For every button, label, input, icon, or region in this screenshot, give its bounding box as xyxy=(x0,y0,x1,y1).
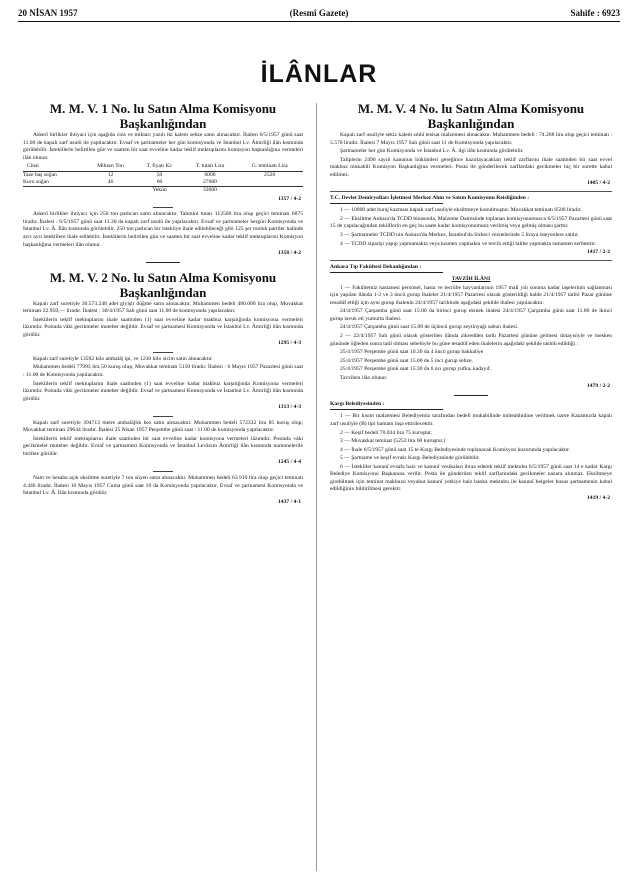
table-row xyxy=(23,171,303,179)
paragraph: 1 — Fakültemiz hastanesi personel, hasta ve tecrübe hayvanlarının 1957 malî yılı sonuna kadar iaşelerinin sağlanması için yapılan ilânda 1-2 ve 3 üncü gurup ihaleler 21/4/1957 Pazartesi olarak gösterildiği halde 21/4/1957 tarihi Pazar gününe tesadüf ettiği için aynı gurup ihalenin 24/4/1957 tarihinde aşağıdaki şekilde ihalesi yapılacaktır. xyxy=(330,284,612,306)
table-cell: Taze baş soğan xyxy=(23,171,86,179)
institution-heading: Kargı Belediyesinden : xyxy=(330,400,385,407)
paragraph: 2 — Eksiltme Ankara'da TCDD binasında, Malzeme Dairesinde toplanan komisyonumuzca 6/5/1957 Pazartesi günü saat 15 de yapılacağından tekliflerin en geç bu saate kadar komisyonumuza verilmiş veya gelmiş olması şarttır. xyxy=(330,215,612,230)
separator xyxy=(330,393,612,399)
total-value: 33600 xyxy=(184,187,237,195)
table-cell: 2520 xyxy=(236,171,303,179)
paragraph: 4 — TCDD siparişi yapıp yapmamakta veya kısmen yapmakta ve tercih ettiği talibe yapmakta tamamen serbesttir. xyxy=(340,240,596,247)
paragraph: Kapalı zarf suretiyle 30.573.248 adet giyişir düğme satın alınacaktır. Muhammen bedeli 480.000 lira olup, Muvakkat teminatı 22.950,— liradır. İhalesi : 30/4/1957 Salı günü saat 11.00 de komisyonda yapılacaktır. xyxy=(23,300,303,315)
paragraph: Askerî birlikler ihtiyacı için aşağıda cins ve miktarı yazılı iki kalem sebze satın alınacaktır. İhalesi 6/5/1957 günü saat 11.00 de kapalı zarf usulü ile yapılacaktır. Evsaf ve şartnameler her gün komisyonda ve İstanbul Lv. Âmirliği ilân kısmında görülebilir. İsteklilerin belirtilen gün ve saatten bir saat evveline kadar teklif mektuplarını komisyon başkanlığına vermeleri ilân olunur. xyxy=(23,132,303,161)
section-heading-mmv1: M. M. V. 1 No. lu Satın Alma Komisyonu Başkanlığından xyxy=(49,101,277,131)
underline xyxy=(330,272,443,273)
reference-number: 1405 / 4-2 xyxy=(587,180,610,187)
paragraph: 4 — İhale 6/5/1957 günü saat 15 te Kargı Belediyesinde toplanacak Komisyon huzurunda yapılacaktır. xyxy=(340,446,571,453)
underline xyxy=(330,409,443,410)
left-column xyxy=(23,101,303,508)
reference-number: 1437 / 4-1 xyxy=(278,498,301,505)
paragraph: 1 — 10000 adet buraj kazması kapalı zarf usuliyle eksiltmeye konulmuştur. Muvakkat teminatı 6500 liradır. xyxy=(340,207,582,214)
table-cell xyxy=(236,179,303,187)
paragraph: Şartnameler her gün Komisyonda ve İstanbul Lv. Â. ilgi ilân kısmında görülebilir. xyxy=(340,148,524,155)
section-heading-mmv2: M. M. V. 2 No. lu Satın Alma Komisyonu Başkanlığından xyxy=(49,269,277,300)
paragraph: İsteklilerin teklif mektuplarını ihale saatinden (1) saat evveline kadar makbuz karşılığında komisyona vermeleri lâzımdır. Postada vâki gecikmeler muteber değildir. Evsaf ve şartnamesi Komisyonda ve İstanbul Lv. Âmirliği ilân kısmında görülür. xyxy=(23,316,303,338)
paragraph: 5 — Şartname ve keşif evrakı Kargı Belediyesinde görülebilir. xyxy=(340,455,480,462)
separator xyxy=(23,414,303,419)
table-header: T. fiyatı Kr. xyxy=(146,163,173,170)
reference-number: 1419 / 4-2 xyxy=(587,494,610,501)
table-row xyxy=(23,179,303,187)
section-heading-mmv4: M. M. V. 4 No. lu Satın Alma Komisyonu Başkanlığından xyxy=(357,101,585,131)
reference-number: 1313 / 4-3 xyxy=(278,404,301,411)
reference-number: 1479 / 2-2 xyxy=(587,383,610,390)
reference-number: 1245 / 4-4 xyxy=(278,459,301,466)
paragraph: Muhammen bedeli 77993 lira 50 kuruş olup, Muvakkat teminatı 5150 liradır. İhalesi : 6 Mayıs 1957 Pazartesi günü saat : 11.00 de Komisyonda yapılacaktır. xyxy=(23,364,303,379)
paragraph: Tavzihen ilân olunur. xyxy=(340,374,388,381)
underline xyxy=(330,203,443,204)
notice-subtitle: TAVZİH İLÂNI xyxy=(451,276,491,283)
header-paper: (Resmî Gazete) xyxy=(289,8,349,18)
total-label: Yekûn xyxy=(135,187,183,195)
header-page: Sahife : 6923 xyxy=(570,8,620,18)
paragraph: 3 — Şartnameler TCDD nin Ankara'da Merkez, İstanbul'da Sirkeci veznelerinde 5 liraya isteyenlere satılır. xyxy=(340,232,580,239)
column-divider xyxy=(316,103,317,871)
table-cell: 6000 xyxy=(184,171,237,179)
table-cell: 46 xyxy=(107,179,114,185)
table-header: T. tutarı Lira xyxy=(195,163,225,170)
reference-number: 1417 / 2-2 xyxy=(587,249,610,256)
paragraph: 24/4/1957 Çarşamba günü saat 15.00 de üçüncü gurup zeytinyağı sabun ihalesi. xyxy=(340,324,519,331)
paragraph: Nam ve hesaba açık eksiltme suretiyle 7 ton süyen satın alınacaktır. Muhammen bedeli 63.910 lira olup geçici teminatı 4.446 liradır. İhalesi 10 Mayıs 1957 Cuma günü saat 10 da Komisyonda yapılacaktır. Evsaf ve şartnamesi Komisyonda ve İstanbul Lv. Â. İlân kısmında görülür. xyxy=(23,475,303,497)
reference-number: 1357 / 4-2 xyxy=(278,195,301,202)
paragraph: 1 — Bir kısım malzemesi Belediyemiz tarafından bedeli mukabilinde müteahhidine verilmek üzere Kazamızda kapalı zarf usuliyle (B) tipi hamam inşa ettirilecektir. xyxy=(330,413,612,427)
paragraph: 3 — Muvakkat teminat (5252 lira 60 kuruştur.) xyxy=(340,438,446,445)
table-total-row xyxy=(23,187,303,195)
paragraph: Taliplerin 2490 sayılı kanunun hükümleri gereğince hazırlayacakları teklif zarflarını ihale saatinden bir saat evvel makbuz mukabili Komisyon Başkanlığına vermeleri. Posta ile gönderilecek zarflardaki gecikmeler hiç bir surette kabul edilmez. xyxy=(330,156,612,178)
paragraph: 24/4/1957 Çarşamba günü saat 15.00 da birinci gurup ekmek ihalesi 24/4/1957 Çarşamba günü saat 11.00 de ikinci gurup tavuk eti yumurta ihalesi. xyxy=(330,308,612,322)
paragraph: Askerî birlikler ihtiyacı için 250 ton patlıcan satın alınacaktır. Tahmini tutarı 112500 lira olup geçici teminatı 6875 liradır. İhalesi : 6/5/1957 günü saat 11.30 da kapalı zarf usulü ile yapılacaktır. Evsaf ve şartnameler hergün Komisyonda ve İstanbul Lv. Â. İlân kısmında görülebilir. 250 ton patlıcan bir istekliye ihale edilebileceği gibi 125 şer tonluk partiler halinde ayrı ayrı isteklilere ihale edilebilir. İsteklilerin belirtilen gün ve saatten bir saat evveline kadar teklif mektuplarını Komisyon başkanlığına vermeleri ilân olunur. xyxy=(23,211,303,248)
right-column xyxy=(330,101,612,504)
table-header: G. teminatı Lira xyxy=(251,163,288,170)
paragraph: 25/4/1957 Perşembe günü saat 15.30 da 6 ncı gurup yufka, kadayıf. xyxy=(340,366,492,373)
paragraph: 2 — Keşif bedeli 70.034 lira 75 kuruştur. xyxy=(340,429,433,436)
paragraph: 25/4/1957 Perşembe günü saat 15.00 de 5 inci gurup sebze, xyxy=(340,357,473,364)
separator xyxy=(23,260,303,266)
paragraph: İsteklilerin teklif mektuplarını ihale saatinden (1) saat evveline kadar makbuz karşılığında Komisyona vermeleri lâzımdır. Postada vâki gecikmeler muteber değildir. Evsaf ve şartnamesi Komisyonda ve İstanbul Lv. Âmirliği ilân kısmında görülür. xyxy=(23,380,303,402)
reference-number: 1295 / 4-3 xyxy=(278,340,301,347)
paragraph: Kapalı zarf suretiyle 394713 metre ambalâjlık bez satın alınacaktır. Muhammen bedeli 572332 lira 85 kuruş olup; Muvakkat teminatı 29644 liradır. İhalesi 25 Nisan 1957 Perşembe günü saat : 11.00 de komisyonda yapılacaktır. xyxy=(23,419,303,434)
institution-heading: Ankara Tıp Fakültesi Dekanlığından : xyxy=(330,263,422,270)
separator xyxy=(23,205,303,210)
separator xyxy=(23,469,303,474)
divider xyxy=(330,260,612,261)
header-date: 20 NİSAN 1957 xyxy=(18,8,78,18)
institution-heading: T.C. Devlet Demiryolları İşletmesi Merkez Alım ve Satım Komisyonu Reisliğinden : xyxy=(330,194,530,201)
reference-number: 1358 / 4-2 xyxy=(278,250,301,257)
separator xyxy=(23,350,303,355)
table-cell: 60 xyxy=(156,179,163,185)
paragraph: 6 — İstekliler kanunî evsafa haiz ve kanunî vesikaları ibraz ederek teklif mektubu 6/5/1957 günü saat 14 e kadar Kargı Belediye Komisyonu Başkanına verilir. Posta ile gönderilen teklif zarflarındaki gecikmeler nazara alınmaz. Eksiltmeye girebilmek için teminat makbuzu veyahut kanunî yetkiye haiz banka mektubu ile kanunî belgeler husus şartnamenin kabul edildiğinin bildirilmesi gerektir. xyxy=(330,463,612,493)
page-header xyxy=(18,6,620,22)
header-rule xyxy=(18,21,620,22)
table-header: Miktarı Ton xyxy=(97,163,124,170)
paragraph: İsteklilerin teklif mektuplarını ihale saatinden bir saat evveline kadar komisyona vermeleri lâzımdır. Postada vâki gecikmeler muteber değildir. Evsaf ve şartnamesi Komisyonda ve İstanbul Levâzım Âmirliği ilân kısmında numunelerile birlikte görülür. xyxy=(23,435,303,457)
paragraph: 25/4/1957 Perşembe günü saat 10.30 da 4 üncü gurup bakkaliye xyxy=(340,349,484,356)
table-header: Cinsi xyxy=(27,163,39,170)
divider xyxy=(330,191,612,192)
materials-table xyxy=(23,163,303,195)
paragraph: Kapalı zarf usuliyle sekiz kalem sıhhî tesisat malzemesi alınacaktır. Muhammen bedeli : 74.268 lira olup geçici teminatı : 5.570 liradır. İhalesi 7 Mayıs 1957 Salı günü saat 11 de Komisyonda yapılacaktır. xyxy=(330,132,612,146)
paragraph: Kapalı zarf suretiyle 13592 kilo ambalâj ipi, ve 1230 kilo sicim satın alınacaktır. xyxy=(33,355,213,362)
page-title: İLÂNLAR xyxy=(260,60,378,88)
table-cell: Kuru soğan xyxy=(23,179,49,185)
table-cell: 12 xyxy=(86,171,136,179)
table-cell: 27600 xyxy=(202,179,217,185)
paragraph: 2 — 22/4/1957 Salı günü olarak gösterilen ilânda zikredilen tarih Pazartesi gününe gelmesi dolayısiyle ve mesken gününde öğleden sonra tatil olması sebebiyle bu güne tesadüf eden ihalelerin aşağıdaki şekilde tashih edildiği : xyxy=(330,333,612,347)
table-cell: 50 xyxy=(135,171,183,179)
